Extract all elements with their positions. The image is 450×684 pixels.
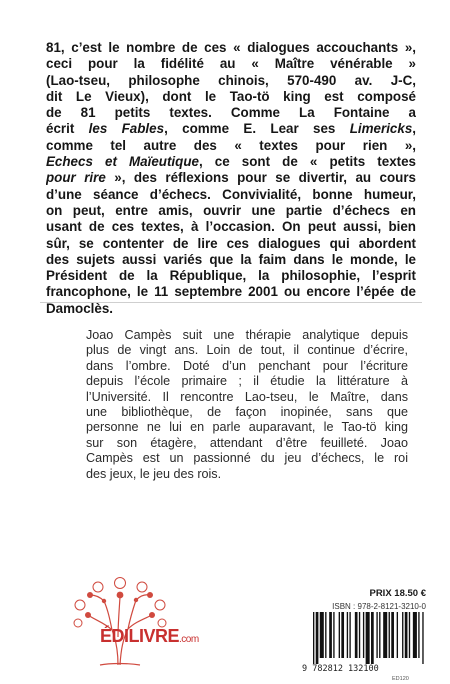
divider: [40, 302, 422, 303]
barcode-bar: [359, 612, 360, 658]
bio-line: Campès est un passionné du jeu d’échecs, le roi: [86, 451, 408, 466]
barcode-bar: [313, 612, 314, 664]
summary-line: ceci pour la fidélité au « Maître vénérable »: [46, 56, 416, 72]
bio-line: depuis l’école primaire ; il étudie la littérature à: [86, 374, 408, 389]
barcode-bar: [413, 612, 417, 658]
text-fragment: écrit: [46, 121, 89, 137]
barcode-bar: [371, 612, 374, 664]
bio-line: Joao Campès suit une thérapie analytique depuis: [86, 328, 408, 342]
italic-title: Echecs et Maïeutique: [46, 154, 199, 170]
publisher-logo-text: [100, 626, 199, 647]
barcode-bar: [363, 612, 364, 658]
summary-line: comme tel autre des « textes pour rien »,: [46, 137, 416, 153]
text-fragment: , comme E. Lear ses: [164, 121, 350, 137]
barcode-bar: [341, 612, 344, 658]
barcode-bar: [376, 612, 377, 658]
summary-line: [46, 121, 416, 137]
author-biography: [86, 328, 408, 482]
summary-line: on peut, entre amis, ouvrir une partie d’échecs en: [46, 202, 416, 218]
text-fragment: , ce sont de « petits textes: [198, 154, 416, 170]
barcode-bar: [418, 612, 419, 658]
summary-line: usant de ces textes, à l’occasion. On peut aussi, bien: [46, 219, 416, 235]
summary-line: des sujets aussi variés que la faim dans le monde, le: [46, 251, 416, 267]
barcode-icon: [312, 612, 426, 664]
summary-line: [46, 154, 416, 170]
barcode-bar: [389, 612, 390, 658]
italic-title: Limericks: [349, 121, 413, 137]
edilivre-tree-logo-icon: [60, 575, 180, 675]
catalog-code: ED120: [392, 676, 409, 682]
summary-line: d’une séance d’échecs. Convivialité, bonne humeur,: [46, 186, 416, 202]
bio-line: personne ne lui en parle auparavant, le Tao-tö king: [86, 420, 408, 435]
bio-line: sur son étagère, attendant d’être feuilleté. Joao: [86, 435, 408, 450]
summary-line: Président de la République, la philosophie, l’esprit: [46, 268, 416, 284]
summary-line: (Lao-tseu, philosophe chinois, 570-490 av. J-C,: [46, 72, 416, 88]
barcode-bar: [391, 612, 394, 658]
bio-line: des jeux, le jeu des rois.: [86, 466, 222, 481]
barcode-bar: [325, 612, 326, 658]
publisher-name-part2: LIVRE: [128, 626, 180, 646]
summary-line: de 81 petits textes. Comme La Fontaine a: [46, 105, 416, 121]
barcode-bar: [320, 612, 324, 658]
barcode-bar: [379, 612, 380, 658]
text-fragment: », des réflexions pour se divertir, au cours: [105, 170, 416, 186]
barcode-digits: 9 782812 132100: [302, 664, 379, 674]
barcode-bar: [422, 612, 423, 664]
barcode-bar: [349, 612, 350, 658]
publisher-name-part1: ÉDI: [100, 626, 129, 646]
bio-line: une bibliothèque, de façon inopinée, sans que: [86, 405, 408, 420]
summary-line: Damoclès.: [46, 300, 113, 316]
text-fragment: ,: [412, 121, 416, 137]
price-label: PRIX 18.50 €: [369, 588, 426, 599]
summary-line: [46, 170, 416, 186]
barcode-bar: [397, 612, 398, 658]
barcode-bar: [366, 612, 370, 664]
barcode-bar: [383, 612, 387, 658]
summary-line: dit Le Vieux), dont le Tao-tö king est composé: [46, 88, 416, 104]
barcode-bar: [405, 612, 408, 658]
barcode-bar: [333, 612, 334, 658]
bio-line: plus de vingt ans. Loin de tout, il continue d’écrire,: [86, 343, 408, 358]
barcode-bar: [329, 612, 332, 658]
isbn-label: ISBN : 978-2-8121-3210-0: [332, 602, 426, 611]
barcode-bar: [316, 612, 319, 664]
barcode-bar: [402, 612, 403, 658]
publisher-suffix: .com: [179, 634, 199, 645]
italic-title: les Fables: [88, 121, 165, 137]
summary-line: francophone, le 11 septembre 2001 ou encore l’épée de: [46, 284, 416, 300]
summary-line: 81, c’est le nombre de ces « dialogues accouchants »,: [46, 40, 416, 55]
barcode-bar: [355, 612, 358, 658]
barcode-bar: [347, 612, 348, 658]
barcode-bar: [409, 612, 410, 658]
back-cover-summary: [46, 40, 416, 317]
bio-line: l’Université. Il rencontre Lao-tseu, le Maître, dans: [86, 389, 408, 404]
barcode-bar: [339, 612, 340, 658]
italic-title: pour rire: [46, 170, 106, 186]
summary-line: sûr, se contenter de lire ces dialogues qui abordent: [46, 235, 416, 251]
bio-line: dans l’ombre. Doté d’un penchant pour l’écriture: [86, 358, 408, 373]
